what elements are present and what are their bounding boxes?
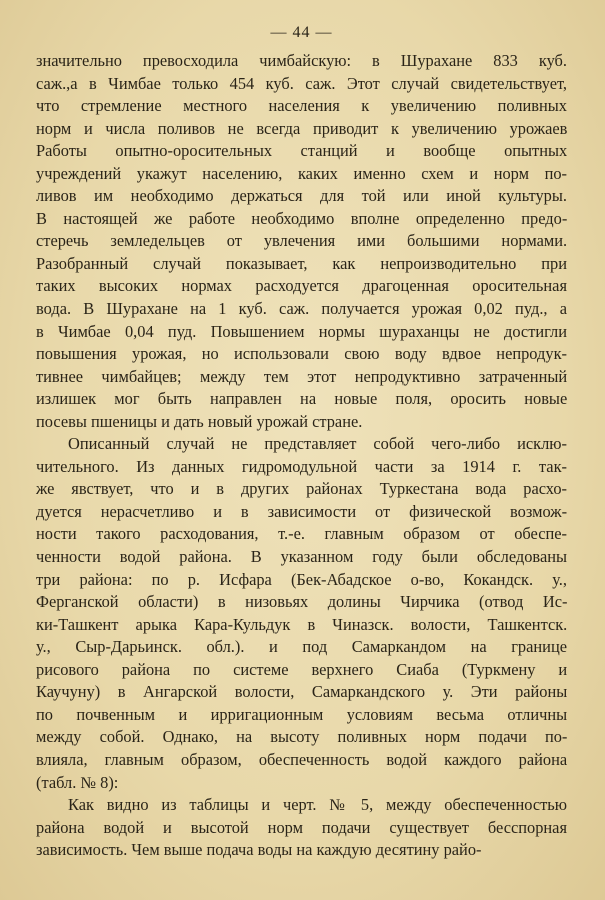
text-line: ки-Ташкент арыка Кара-Кульдук в Чиназск. волости, Ташкентск.	[36, 614, 568, 634]
text-line: района водой и высотой норм подачи существует бесспорная	[36, 817, 567, 837]
paragraph-p3	[36, 794, 567, 862]
text-line: зависимость. Чем выше подача воды на каждую десятину райо-	[36, 840, 482, 860]
text-line: значительно превосходила чимбайскую: в Шурахане 833 куб.	[36, 51, 567, 70]
text-line: между собой. Однако, на высоту поливных норм подачи по-	[36, 727, 568, 747]
text-line: в Чимбае 0,04 пуд. Повышением нормы шураханцы не достигли	[36, 321, 567, 341]
text-line: чительного. Из данных гидромодульной части за 1914 г. так-	[36, 456, 567, 476]
text-line: влияла, главным образом, обеспеченность водой каждого района	[36, 749, 568, 769]
text-line: вода. В Шурахане на 1 куб. саж. получается урожая 0,02 пуд., а	[36, 299, 567, 319]
text-line: Описанный случай не представляет собой чего-либо исклю-	[68, 434, 567, 454]
page-number: — 44 —	[270, 24, 333, 41]
paragraph-p2	[36, 433, 567, 794]
text-line: В настоящей же работе необходимо вполне определенно предо-	[36, 208, 568, 228]
text-line: Работы опытно-оросительных станций и вообще опытных	[36, 141, 568, 161]
text-line: ности такого расходования, т.-е. главным образом от обеспе-	[36, 524, 567, 544]
text-line: рисового района по системе верхнего Сиаба (Туркмену и	[36, 659, 568, 679]
text-line: учреждений укажут населению, каких именно схем и норм по-	[36, 163, 568, 183]
text-line: ливов им необходимо держаться для той или иной культуры.	[36, 186, 567, 206]
text-line: посевы пшеницы и дать новый урожай стране.	[36, 411, 363, 431]
text-line: что стремление местного населения к увеличению поливных	[36, 96, 567, 116]
text-line: тивнее чимбайцев; между тем этот непродуктивно затраченный	[36, 366, 568, 386]
text-line: Каучуну) в Ангарской волости, Самаркандского у. Эти районы	[36, 682, 568, 702]
text-line: таких высоких нормах расходуется драгоценная оросительная	[36, 276, 567, 296]
text-line: же явствует, что и в других районах Туркестана вода расхо-	[36, 479, 567, 499]
text-line: ченности водой района. В указанном году были обследованы	[36, 547, 567, 567]
paragraph-p1	[36, 50, 567, 433]
text-line: у., Сыр-Дарьинск. обл.). и под Самаркандом на границе	[36, 637, 567, 657]
text-line: по почвенным и ирригационным условиям весьма отличны	[36, 704, 568, 724]
text-line: норм и числа поливов не всегда приводит к увеличению урожаев	[36, 118, 568, 138]
text-line: три района: по р. Исфара (Бек-Абадское о-во, Кокандск. у.,	[36, 569, 567, 589]
text-line: Разобранный случай показывает, как непроизводительно при	[36, 253, 567, 273]
text-line: повышения урожая, но использовали свою воду вдвое непродук-	[36, 344, 567, 364]
text-line: излишек мог быть направлен на новые поля, оросить новые	[36, 389, 568, 409]
text-line: саж.,а в Чимбае только 454 куб. саж. Этот случай свидетельствует,	[36, 73, 567, 93]
text-line: стеречь земледельцев от увлечения ими большими нормами.	[36, 231, 568, 251]
text-line: (табл. № 8):	[36, 772, 119, 792]
text-line: Как видно из таблицы и черт. № 5, между обеспеченностью	[68, 795, 567, 815]
text-line: Ферганской области) в низовьях долины Чирчика (отвод Ис-	[36, 592, 568, 612]
document-body	[36, 50, 567, 862]
text-line: дуется нерасчетливо и в зависимости от физической возмож-	[36, 501, 568, 521]
